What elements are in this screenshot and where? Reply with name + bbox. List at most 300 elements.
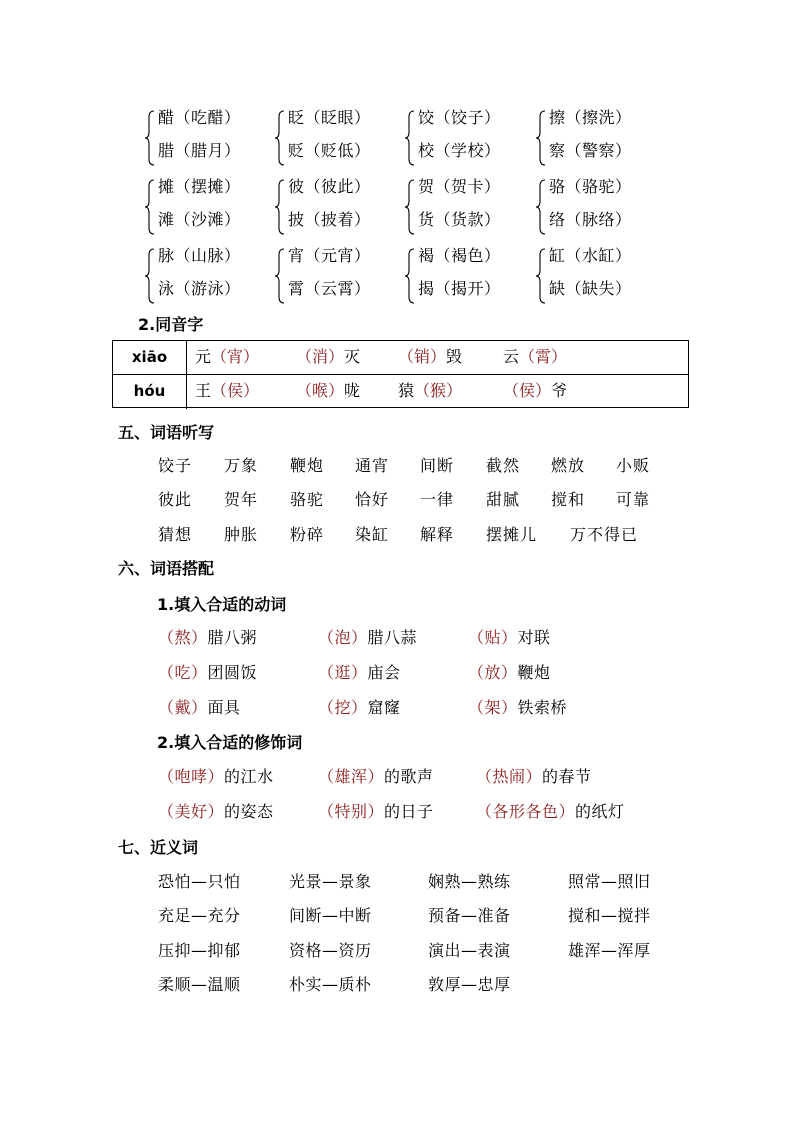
answer-word: 特别 (334, 802, 368, 821)
left-brace-icon (404, 179, 416, 235)
homophone-cell (195, 341, 259, 373)
fill-item (476, 767, 592, 787)
paren-close: ） (615, 141, 632, 160)
answer-word: 美好 (174, 802, 208, 821)
pair-line (549, 177, 632, 197)
answer-word: 雄浑 (334, 767, 368, 786)
verbs-title: 1.填入合适的动词 (157, 595, 287, 614)
paren-close: ） (207, 802, 225, 821)
fill-item (158, 663, 257, 683)
fill-item (468, 698, 567, 718)
paren-close: ） (354, 141, 371, 160)
pair-line (158, 246, 241, 266)
paren-close: ） (354, 246, 371, 265)
paren-open: （ (211, 381, 228, 400)
phrase-text: 窟窿 (367, 698, 401, 717)
pair-word: 山脉 (191, 246, 225, 265)
dictation-word: 摆摊儿 (486, 525, 538, 544)
paren-close: ） (354, 108, 371, 127)
pair-char: 货 (418, 210, 435, 229)
dictation-word: 肿胀 (224, 525, 259, 544)
fill-item (158, 698, 241, 718)
char-pair (274, 108, 409, 168)
pair-word: 披着 (321, 210, 355, 229)
char-pair (404, 177, 539, 237)
fill-item (158, 767, 274, 787)
left-brace-icon (274, 179, 286, 235)
dictation-word: 贺年 (224, 490, 259, 509)
paren-open: （ (174, 279, 192, 298)
left-brace-icon (535, 179, 547, 235)
pair-char: 腊 (158, 141, 175, 160)
paren-close: ） (615, 108, 632, 127)
paren-close: ） (224, 210, 241, 229)
fill-item (318, 767, 434, 787)
pinyin-label: xiāo (113, 341, 187, 374)
pair-line (549, 210, 632, 230)
paren-close: ） (354, 177, 371, 196)
dictation-word: 骆驼 (290, 490, 325, 509)
paren-open: （ (318, 628, 335, 647)
dictation-title: 五、词语听写 (118, 423, 215, 442)
paren-close: ） (484, 246, 501, 265)
phrase-text: 庙会 (367, 663, 401, 682)
paren-open: （ (318, 663, 335, 682)
synonym-pair: 朴实—质朴 (289, 975, 372, 994)
prefix-text: 元 (195, 347, 212, 366)
char-pair (144, 177, 279, 237)
pair-word: 缺失 (582, 279, 616, 298)
left-brace-icon (144, 248, 156, 304)
synonym-pair: 照常—照旧 (568, 872, 651, 891)
paren-close: ） (191, 628, 208, 647)
paren-close: ） (501, 628, 518, 647)
paren-open: （ (476, 802, 493, 821)
paren-open: （ (158, 767, 175, 786)
paren-open: （ (519, 347, 536, 366)
pair-char: 滩 (158, 210, 175, 229)
pair-line (418, 141, 501, 161)
paren-close: ） (191, 698, 208, 717)
paren-open: （ (565, 279, 583, 298)
pair-word: 擦洗 (582, 108, 616, 127)
paren-open: （ (434, 279, 452, 298)
char-pair (404, 246, 539, 306)
answer-char: 猴 (430, 381, 447, 400)
paren-close: ） (484, 279, 501, 298)
dictation-word: 万不得已 (570, 525, 639, 544)
homophone-cell (503, 375, 567, 407)
paren-close: ） (354, 210, 371, 229)
pair-char: 擦 (549, 108, 566, 127)
char-pair (144, 246, 279, 306)
dictation-word: 小贩 (616, 456, 651, 475)
dictation-word: 解释 (420, 525, 455, 544)
paren-open: （ (476, 767, 493, 786)
suffix-text: 咙 (344, 381, 361, 400)
answer-word: 贴 (484, 628, 502, 647)
paren-close: ） (484, 177, 501, 196)
paren-close: ） (351, 663, 368, 682)
paren-close: ） (243, 381, 260, 400)
dictation-word: 鞭炮 (290, 456, 325, 475)
suffix-text: 爷 (551, 381, 568, 400)
prefix-text: 云 (503, 347, 520, 366)
pair-line (418, 279, 501, 299)
left-brace-icon (144, 110, 156, 166)
collocation-title: 六、词语搭配 (118, 559, 215, 578)
pair-word: 贺卡 (451, 177, 485, 196)
paren-open: （ (434, 141, 452, 160)
paren-close: ） (551, 347, 568, 366)
fill-item (476, 802, 625, 822)
paren-close: ） (191, 663, 208, 682)
pair-line (549, 141, 632, 161)
pair-char: 脉 (158, 246, 175, 265)
paren-open: （ (174, 108, 192, 127)
dictation-word: 粉碎 (290, 525, 325, 544)
paren-open: （ (158, 628, 175, 647)
synonym-pair: 雄浑—浑厚 (568, 941, 651, 960)
paren-close: ） (351, 698, 368, 717)
pair-char: 缸 (549, 246, 566, 265)
synonym-pair: 光景—景象 (289, 872, 372, 891)
dictation-word: 万象 (224, 456, 259, 475)
answer-word: 熬 (174, 628, 192, 647)
pair-char: 贺 (418, 177, 435, 196)
dictation-word: 猜想 (158, 525, 193, 544)
homophone-cell (398, 375, 462, 407)
paren-open: （ (304, 279, 322, 298)
paren-close: ） (525, 767, 543, 786)
paren-close: ） (558, 802, 576, 821)
paren-close: ） (615, 246, 632, 265)
homophone-cell (503, 341, 567, 373)
paren-close: ） (484, 108, 501, 127)
paren-open: （ (304, 210, 322, 229)
paren-close: ） (224, 246, 241, 265)
synonym-pair: 间断—中断 (289, 906, 372, 925)
dictation-word: 彼此 (158, 490, 193, 509)
paren-open: （ (565, 210, 583, 229)
paren-close: ） (224, 177, 241, 196)
homophone-cell (398, 341, 462, 373)
synonym-pair: 敦厚—忠厚 (428, 975, 511, 994)
dictation-word: 一律 (420, 490, 455, 509)
pair-word: 货款 (451, 210, 485, 229)
answer-char: 消 (312, 347, 329, 366)
phrase-text: 的纸灯 (575, 802, 625, 821)
pair-char: 披 (288, 210, 305, 229)
pair-line (158, 279, 241, 299)
paren-open: （ (296, 381, 313, 400)
dictation-word: 可靠 (616, 490, 651, 509)
synonym-pair: 充足—充分 (158, 906, 241, 925)
pair-char: 络 (549, 210, 566, 229)
pair-char: 醋 (158, 108, 175, 127)
pair-word: 学校 (451, 141, 485, 160)
answer-word: 逛 (334, 663, 352, 682)
homophone-table (112, 340, 689, 408)
phrase-text: 的日子 (384, 802, 434, 821)
pair-word: 水缸 (582, 246, 616, 265)
pinyin-label: hóu (113, 375, 187, 409)
pair-row (0, 177, 794, 237)
left-brace-icon (404, 248, 416, 304)
answer-word: 各形各色 (492, 802, 559, 821)
fill-item (158, 802, 274, 822)
paren-close: ） (484, 210, 501, 229)
paren-open: （ (503, 381, 520, 400)
pair-char: 眨 (288, 108, 305, 127)
suffix-text: 灭 (344, 347, 361, 366)
dictation-word: 甜腻 (486, 490, 521, 509)
answer-word: 热闹 (492, 767, 526, 786)
paren-close: ） (243, 347, 260, 366)
char-pair (535, 246, 670, 306)
paren-open: （ (304, 177, 322, 196)
pair-line (158, 141, 241, 161)
paren-open: （ (158, 802, 175, 821)
paren-close: ） (484, 141, 501, 160)
paren-open: （ (318, 698, 335, 717)
pair-line (418, 177, 501, 197)
paren-close: ） (328, 347, 345, 366)
paren-close: ） (615, 210, 632, 229)
pair-char: 揭 (418, 279, 435, 298)
pair-word: 彼此 (321, 177, 355, 196)
pair-char: 察 (549, 141, 566, 160)
synonym-pair: 搅和—搅拌 (568, 906, 651, 925)
pair-word: 吃醋 (191, 108, 225, 127)
fill-item (158, 628, 257, 648)
pair-char: 宵 (288, 246, 305, 265)
phrase-text: 的江水 (224, 767, 274, 786)
answer-word: 戴 (174, 698, 192, 717)
paren-close: ） (615, 177, 632, 196)
answer-char: 霄 (535, 347, 552, 366)
paren-close: ） (351, 628, 368, 647)
pair-char: 泳 (158, 279, 175, 298)
paren-open: （ (304, 141, 322, 160)
paren-open: （ (468, 663, 485, 682)
phrase-text: 对联 (517, 628, 551, 647)
dictation-word: 染缸 (355, 525, 390, 544)
pair-char: 摊 (158, 177, 175, 196)
char-pair (535, 108, 670, 168)
paren-open: （ (434, 246, 452, 265)
paren-open: （ (174, 141, 192, 160)
fill-item (318, 802, 434, 822)
pair-word: 游泳 (191, 279, 225, 298)
answer-word: 咆哮 (174, 767, 208, 786)
paren-close: ） (615, 279, 632, 298)
paren-open: （ (158, 663, 175, 682)
paren-open: （ (318, 767, 335, 786)
answer-char: 侯 (519, 381, 536, 400)
pair-line (549, 108, 632, 128)
synonym-pair: 娴熟—熟练 (428, 872, 511, 891)
pair-word: 骆驼 (582, 177, 616, 196)
pair-line (418, 108, 501, 128)
pair-line (549, 279, 632, 299)
left-brace-icon (535, 248, 547, 304)
synonyms-title: 七、近义词 (118, 838, 199, 857)
paren-open: （ (434, 177, 452, 196)
paren-open: （ (565, 108, 583, 127)
dictation-word: 搅和 (551, 490, 586, 509)
pair-char: 褐 (418, 246, 435, 265)
paren-open: （ (318, 802, 335, 821)
pair-line (288, 108, 371, 128)
pair-word: 云霄 (321, 279, 355, 298)
left-brace-icon (274, 248, 286, 304)
pair-char: 校 (418, 141, 435, 160)
pair-word: 腊月 (191, 141, 225, 160)
pair-row (0, 108, 794, 168)
pair-char: 骆 (549, 177, 566, 196)
paren-open: （ (434, 210, 452, 229)
pair-word: 元宵 (321, 246, 355, 265)
paren-open: （ (174, 246, 192, 265)
pair-line (158, 177, 241, 197)
phrase-text: 铁索桥 (517, 698, 568, 717)
fill-item (318, 663, 401, 683)
dictation-word: 燃放 (551, 456, 586, 475)
pair-line (288, 177, 371, 197)
answer-word: 吃 (174, 663, 192, 682)
dictation-word: 截然 (486, 456, 521, 475)
paren-close: ） (354, 279, 371, 298)
paren-close: ） (224, 141, 241, 160)
pair-word: 褐色 (451, 246, 485, 265)
paren-open: （ (565, 177, 583, 196)
pair-line (158, 108, 241, 128)
pair-word: 饺子 (451, 108, 485, 127)
paren-open: （ (158, 698, 175, 717)
paren-open: （ (304, 246, 322, 265)
paren-close: ） (501, 698, 518, 717)
paren-close: ） (446, 381, 463, 400)
pair-word: 摆摊 (191, 177, 225, 196)
pair-char: 贬 (288, 141, 305, 160)
paren-close: ） (224, 279, 241, 298)
paren-open: （ (468, 698, 485, 717)
pair-line (288, 210, 371, 230)
paren-open: （ (174, 177, 192, 196)
fill-item (468, 663, 551, 683)
answer-char: 宵 (227, 347, 244, 366)
paren-close: ） (367, 767, 385, 786)
pair-line (288, 141, 371, 161)
left-brace-icon (535, 110, 547, 166)
left-brace-icon (144, 179, 156, 235)
paren-open: （ (174, 210, 192, 229)
pair-line (288, 279, 371, 299)
paren-close: ） (501, 663, 518, 682)
pair-word: 眨眼 (321, 108, 355, 127)
paren-open: （ (398, 347, 415, 366)
char-pair (274, 246, 409, 306)
pair-word: 警察 (582, 141, 616, 160)
paren-open: （ (304, 108, 322, 127)
phrase-text: 鞭炮 (517, 663, 551, 682)
modifiers-title: 2.填入合适的修饰词 (157, 733, 303, 752)
pair-line (418, 246, 501, 266)
dictation-word: 恰好 (355, 490, 390, 509)
pair-line (158, 210, 241, 230)
paren-close: ） (430, 347, 447, 366)
paren-open: （ (565, 246, 583, 265)
fill-item (318, 628, 417, 648)
paren-open: （ (211, 347, 228, 366)
pair-line (418, 210, 501, 230)
char-pair (144, 108, 279, 168)
paren-close: ） (367, 802, 385, 821)
homophone-row (113, 341, 688, 375)
synonym-pair: 恐怕—只怕 (158, 872, 241, 891)
phrase-text: 的春节 (542, 767, 592, 786)
synonym-pair: 柔顺—温顺 (158, 975, 241, 994)
paren-close: ） (328, 381, 345, 400)
pair-char: 饺 (418, 108, 435, 127)
phrase-text: 腊八蒜 (367, 628, 418, 647)
prefix-text: 王 (195, 381, 212, 400)
pair-line (288, 246, 371, 266)
pair-char: 缺 (549, 279, 566, 298)
phrase-text: 的歌声 (384, 767, 434, 786)
phrase-text: 的姿态 (224, 802, 274, 821)
answer-char: 侯 (227, 381, 244, 400)
synonym-pair: 资格—资历 (289, 941, 372, 960)
phrase-text: 腊八粥 (207, 628, 258, 647)
pair-row (0, 246, 794, 306)
prefix-text: 猿 (398, 381, 415, 400)
answer-word: 放 (484, 663, 502, 682)
dictation-word: 通宵 (355, 456, 390, 475)
synonym-pair: 预备—准备 (428, 906, 511, 925)
suffix-text: 毁 (446, 347, 463, 366)
dictation-word: 饺子 (158, 456, 193, 475)
pair-word: 揭开 (451, 279, 485, 298)
paren-close: ） (535, 381, 552, 400)
fill-item (468, 628, 551, 648)
phrase-text: 面具 (207, 698, 241, 717)
homophone-cell (195, 375, 259, 407)
pair-line (549, 246, 632, 266)
pair-char: 彼 (288, 177, 305, 196)
homophone-cell (296, 375, 360, 407)
pair-word: 沙滩 (191, 210, 225, 229)
synonym-pair: 演出—表演 (428, 941, 511, 960)
paren-close: ） (207, 767, 225, 786)
char-pair (535, 177, 670, 237)
pair-word: 脉络 (582, 210, 616, 229)
answer-word: 挖 (334, 698, 352, 717)
paren-close: ） (224, 108, 241, 127)
paren-open: （ (565, 141, 583, 160)
char-pair (274, 177, 409, 237)
fill-item (318, 698, 401, 718)
homophone-row (113, 375, 688, 409)
phrase-text: 团圆饭 (207, 663, 258, 682)
answer-word: 架 (484, 698, 502, 717)
paren-open: （ (414, 381, 431, 400)
synonym-pair: 压抑—抑郁 (158, 941, 241, 960)
paren-open: （ (468, 628, 485, 647)
char-pair (404, 108, 539, 168)
pair-word: 贬低 (321, 141, 355, 160)
